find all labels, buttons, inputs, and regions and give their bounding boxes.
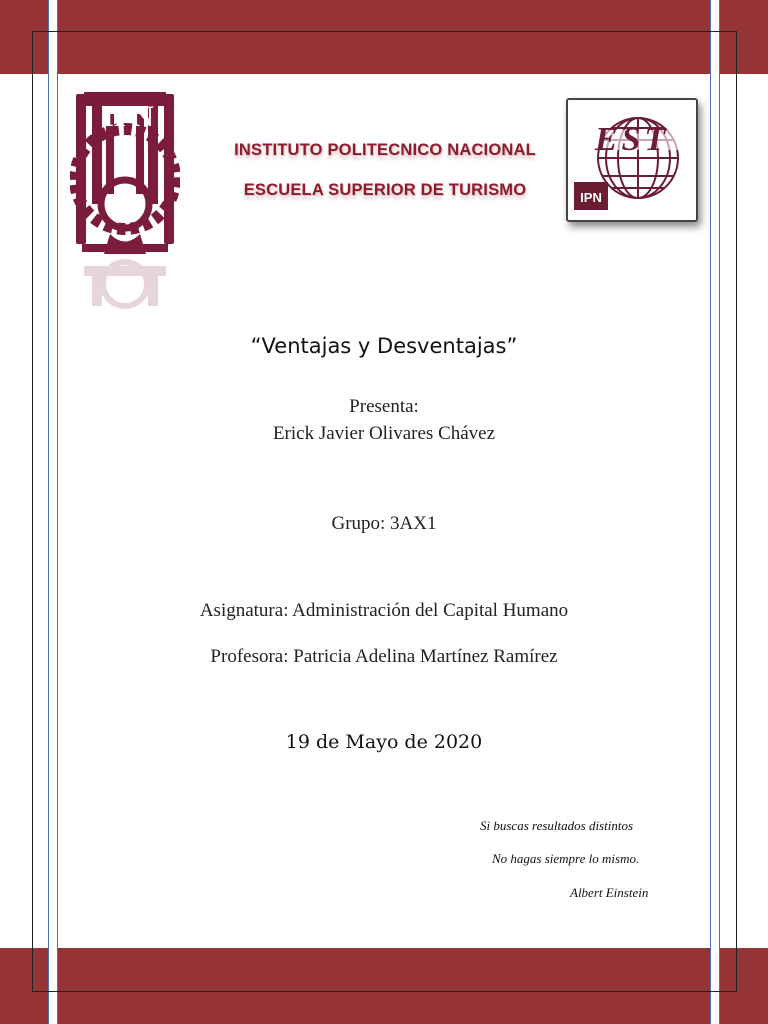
- est-logo-text: EST: [594, 121, 670, 158]
- right-guide-line-outer: [719, 0, 720, 1024]
- group-label: Grupo: 3AX1: [331, 513, 437, 534]
- subject-label: Asignatura: Administración del Capital Humano: [199, 600, 569, 621]
- est-logo-subtext: IPN: [580, 190, 602, 205]
- quote-author: Albert Einstein: [570, 885, 649, 900]
- author-name: Erick Javier Olivares Chávez: [272, 423, 496, 444]
- teacher-label: Profesora: Patricia Adelina Martínez Ramírez: [210, 646, 558, 667]
- ipn-logo: [70, 84, 180, 314]
- ipn-emblem-icon: [70, 84, 180, 314]
- ipn-logo-text: IPN: [102, 100, 154, 133]
- top-band: [0, 0, 768, 74]
- est-logo: [566, 98, 698, 222]
- institute-name: INSTITUTO POLITECNICO NACIONAL: [234, 141, 536, 159]
- presenta-label: Presenta:: [349, 396, 419, 417]
- school-name: ESCUELA SUPERIOR DE TURISMO: [243, 181, 527, 199]
- right-gap: [710, 0, 719, 1024]
- left-guide-line-outer: [48, 0, 49, 1024]
- document-title: “Ventajas y Desventajas”: [250, 334, 518, 358]
- right-guide-line-inner: [710, 0, 711, 1024]
- quote-line-1: Si buscas resultados distintos: [480, 818, 634, 833]
- left-gap: [48, 0, 57, 1024]
- bottom-band: [0, 948, 768, 1024]
- document-date: 19 de Mayo de 2020: [285, 731, 483, 753]
- quote-line-2: No hagas siempre lo mismo.: [492, 851, 640, 866]
- left-guide-line-inner: [57, 0, 58, 1024]
- est-globe-icon: [568, 100, 692, 216]
